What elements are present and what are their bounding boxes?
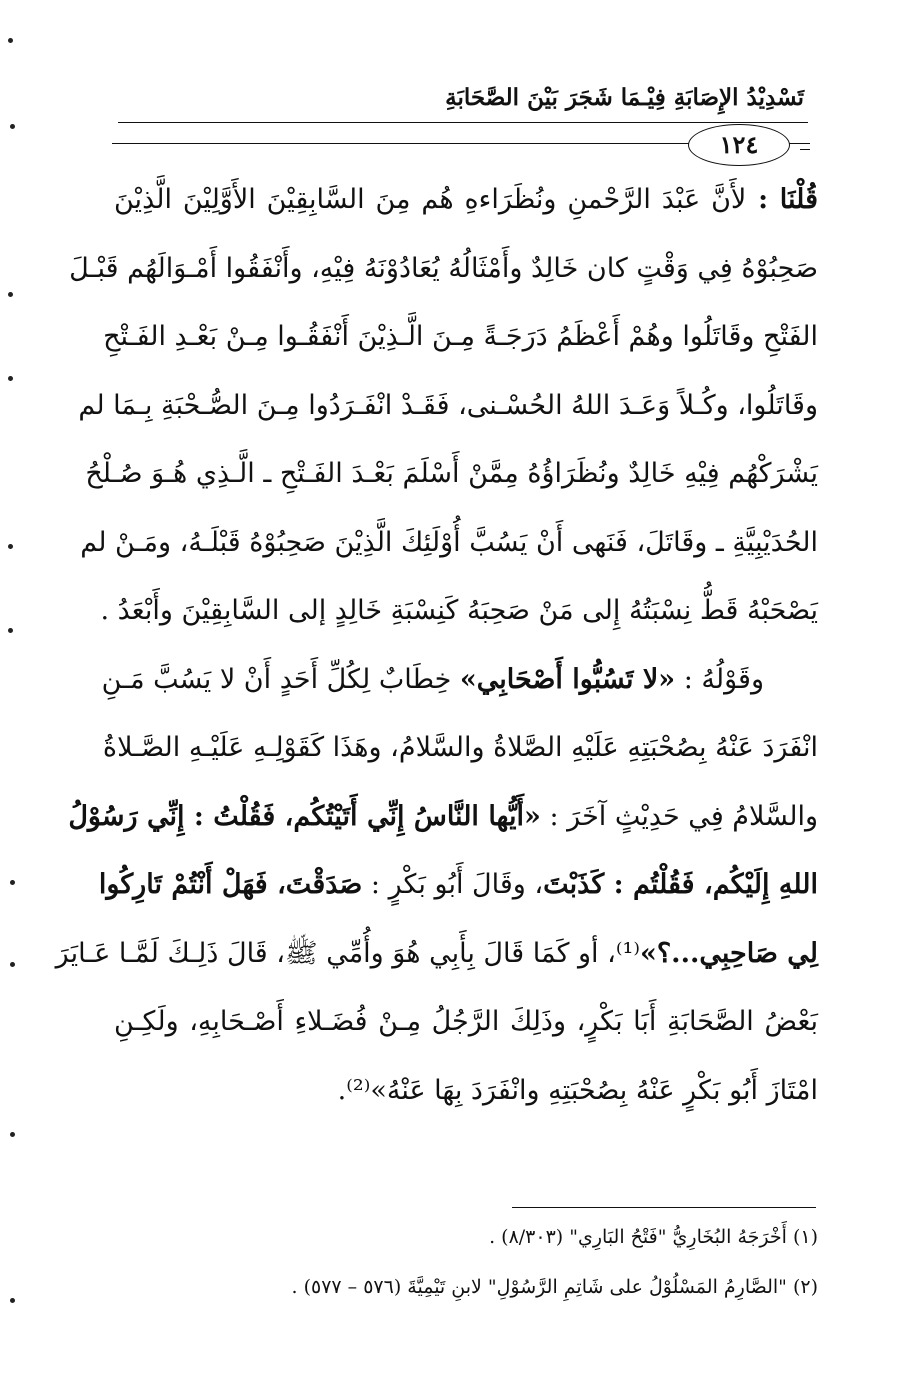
text-span: وقَوْلُهُ : bbox=[675, 663, 764, 695]
footnote-2: (٢) "الصَّارِمُ المَسْلُوْلُ على شَاتِمِ الرَّسُوْلِ" لابنِ تَيْمِيَّةَ (٥٧٦ – ٥٧٧) . bbox=[291, 1276, 818, 1298]
text-span: يَشْرَكْهُم فِيْهِ خَالِدٌ ونُظَرَاؤُهُ مِمَّنْ أَسْلَمَ بَعْـدَ الفَـتْحِ ـ الَّـذِي هُـوَ صُـلْحُ bbox=[85, 458, 818, 489]
margin-dot bbox=[10, 962, 15, 967]
bold-text-span: لِي صَاحِبِي...؟» bbox=[639, 937, 818, 969]
text-span: يَصْحَبْهُ قَطُّ نِسْبَتُهُ إِلى مَنْ صَحِبَهُ كَنِسْبَةِ خَالِدٍ إلى السَّابِقِيْنَ وأَبْعَدُ . bbox=[100, 595, 818, 626]
text-line bbox=[102, 722, 818, 791]
text-line bbox=[85, 448, 818, 517]
margin-dot bbox=[8, 376, 13, 381]
header-rule bbox=[118, 122, 808, 123]
margin-dot bbox=[10, 1132, 15, 1137]
text-line bbox=[114, 996, 818, 1065]
text-span: والسَّلامُ فِي حَدِيْثٍ آخَرَ : bbox=[540, 800, 818, 832]
text-line bbox=[114, 174, 818, 243]
text-span: الفَتْحِ وقَاتَلُوا وهُمْ أَعْظَمُ دَرَجَـةً مِـنَ الَّـذِيْنَ أَنْفَقُـوا مِـنْ بَعْـدِ الفَـتْحِ bbox=[103, 321, 818, 352]
bold-text-span: قُلْنَا : bbox=[746, 184, 818, 215]
header-rule-double bbox=[800, 149, 810, 150]
margin-dot bbox=[10, 1298, 15, 1303]
text-span: انْفَرَدَ عَنْهُ بِصُحْبَتِهِ عَلَيْهِ الصَّلاةُ والسَّلامُ، وهَذَا كَقَوْلِـهِ عَلَيْـهِ الصَّـلاةُ bbox=[102, 732, 818, 763]
text-line bbox=[68, 791, 818, 860]
text-line bbox=[69, 243, 818, 312]
bold-text-span: «أَيُّها النَّاسُ إِنِّي أَتَيْتُكُم، فَقُلْتُ : إِنِّي رَسُوْلُ bbox=[68, 800, 541, 832]
bold-text-span: اللهِ إِلَيْكُم، فَقُلْتُم : كَذَبْتَ bbox=[543, 869, 818, 900]
text-span: الحُدَيْبِيَّةِ ـ وقَاتَلَ، فَنَهى أَنْ يَسُبَّ أُوْلَئِكَ الَّذِيْنَ صَحِبُوْهُ قَبْلَـهُ، ومَـنْ لم bbox=[80, 526, 818, 558]
text-span: ⁽¹⁾، أو كَمَا قَالَ بِأَبِي هُوَ وأُمِّي ﷺ، قَالَ ذَلِـكَ لَمَّـا عَـايَرَ bbox=[55, 937, 640, 969]
margin-dot bbox=[10, 880, 15, 885]
text-span: صَحِبُوْهُ فِي وَقْتٍ كان خَالِدٌ وأَمْثَالُهُ يُعَادُوْنَهُ فِيْهِ، وأَنْفَقُوا أَمْـوَالَهُم قَبْـلَ bbox=[69, 252, 818, 284]
bold-text-span: «لا تَسُبُّوا أَصْحَابِي» bbox=[459, 663, 676, 695]
bold-text-span: صَدَقْتَ، فَهَلْ أَنْتُمْ تَارِكُوا bbox=[98, 869, 363, 900]
margin-dot bbox=[8, 292, 13, 297]
running-header-title: تَسْدِيْدُ الإِصَابَةِ فِيْـمَا شَجَرَ بَيْنَ الصَّحَابَةِ bbox=[445, 84, 804, 111]
text-line bbox=[114, 1065, 818, 1134]
text-span: بَعْضُ الصَّحَابَةِ أَبَا بَكْرٍ، وذَلِكَ الرَّجُلُ مِـنْ فُضَـلاءِ أَصْـحَابِهِ، ولَكِـنِ bbox=[114, 1006, 818, 1037]
text-line bbox=[80, 517, 818, 586]
text-line bbox=[100, 585, 818, 654]
text-span: خِطَابٌ لِكُلِّ أَحَدٍ أَنْ لا يَسُبَّ مَـنِ bbox=[101, 663, 460, 695]
text-line bbox=[55, 928, 818, 997]
footnote-separator bbox=[512, 1207, 816, 1208]
text-line bbox=[98, 859, 818, 928]
margin-dot bbox=[10, 124, 15, 129]
margin-dot bbox=[8, 628, 13, 633]
text-line bbox=[101, 654, 818, 723]
text-line bbox=[103, 311, 818, 380]
margin-dot bbox=[8, 544, 13, 549]
text-span: ، وقَالَ أَبُو بَكْرٍ : bbox=[362, 869, 544, 900]
text-span: لأَنَّ عَبْدَ الرَّحْمنِ ونُظَرَاءهِ هُم مِنَ السَّابِقِيْنَ الأَوَّلِيْنَ الَّذِيْنَ bbox=[114, 184, 747, 215]
margin-dot bbox=[8, 38, 13, 43]
text-line bbox=[78, 380, 818, 449]
footnote-1: (١) أَخْرَجَهُ البُخَارِيُّ "فَتْحُ البَارِي" (٨/٣٠٣) . bbox=[489, 1226, 818, 1248]
body-text bbox=[55, 174, 818, 1133]
text-span: وقَاتَلُوا، وكُـلاً وَعَـدَ اللهُ الحُسْـنى، فَقَـدْ انْفَـرَدُوا مِـنَ الصُّـحْبَةِ بِـمَا لم bbox=[78, 389, 818, 421]
text-span: امْتَازَ أَبُو بَكْرٍ عَنْهُ بِصُحْبَتِهِ وانْفَرَدَ بِهَا عَنْهُ»⁽²⁾. bbox=[337, 1074, 818, 1106]
page-number: ١٢٤ bbox=[688, 124, 790, 166]
